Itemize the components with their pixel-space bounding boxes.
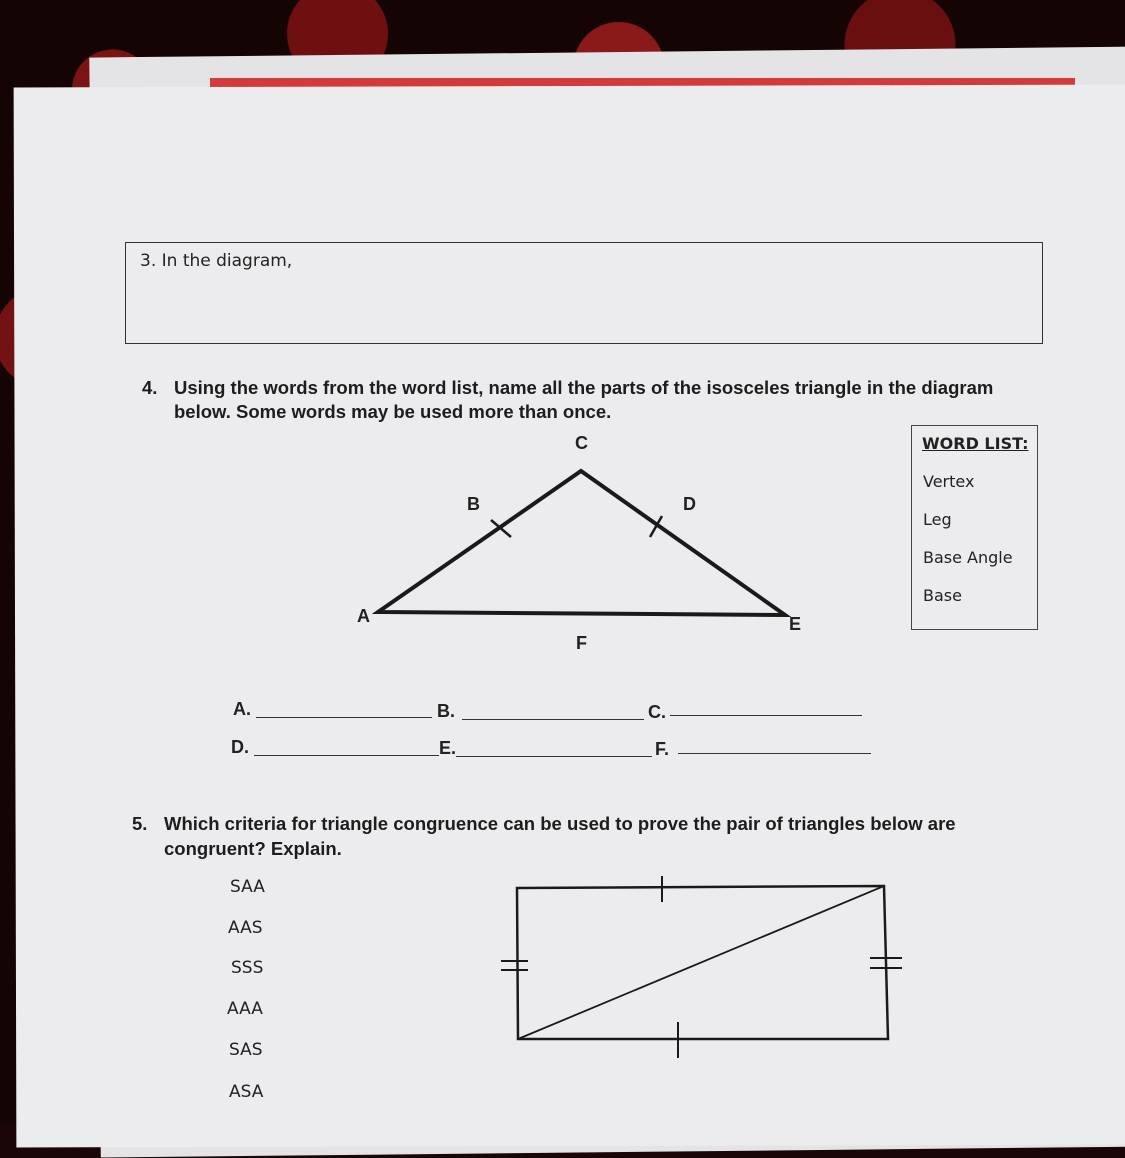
label-d: D (683, 494, 696, 514)
label-a: A (357, 606, 370, 626)
label-c: C (575, 433, 588, 453)
word-list-item: Base (923, 586, 962, 605)
criterion-option[interactable]: SAS (229, 1040, 263, 1060)
label-f: F (576, 633, 587, 653)
word-list-item: Leg (923, 510, 952, 529)
question-4-number: 4. (142, 377, 158, 398)
criterion-option[interactable]: SAA (230, 877, 265, 897)
answer-b-blank[interactable] (462, 719, 644, 720)
answer-c-label: C. (648, 702, 666, 722)
answer-a-blank[interactable] (256, 717, 432, 718)
question-5-line2: congruent? Explain. (164, 838, 342, 859)
criterion-option[interactable]: SSS (231, 958, 264, 978)
answer-f-label: F. (655, 739, 670, 759)
answer-e-label: E. (439, 738, 457, 758)
question-4-line2: below. Some words may be used more than once. (174, 401, 612, 422)
word-list-title: WORD LIST: (922, 434, 1029, 453)
answer-c-blank[interactable] (670, 715, 862, 716)
label-e: E (789, 614, 802, 634)
criterion-option[interactable]: ASA (229, 1082, 264, 1102)
question-5-line1: Which criteria for triangle congruence can be used to prove the pair of triangles below are (164, 813, 956, 834)
label-b: B (467, 494, 480, 514)
answer-f-blank[interactable] (678, 753, 871, 754)
rectangle-diagonal (518, 886, 884, 1039)
word-list-box (911, 425, 1038, 630)
answer-d-label: D. (231, 737, 249, 757)
criterion-option[interactable]: AAS (228, 918, 263, 938)
answer-a-label: A. (233, 699, 251, 719)
question-3-text: 3. In the diagram, (140, 251, 293, 271)
question-5-number: 5. (132, 813, 148, 834)
criterion-option[interactable]: AAA (227, 999, 263, 1019)
answer-b-label: B. (437, 701, 455, 721)
word-list-item: Base Angle (923, 548, 1013, 567)
question-4-line1: Using the words from the word list, name all the parts of the isosceles triangle in the diagram (174, 377, 994, 398)
answer-e-blank[interactable] (456, 756, 652, 757)
answer-d-blank[interactable] (254, 755, 439, 756)
isosceles-triangle (378, 471, 785, 615)
word-list-item: Vertex (923, 472, 975, 491)
